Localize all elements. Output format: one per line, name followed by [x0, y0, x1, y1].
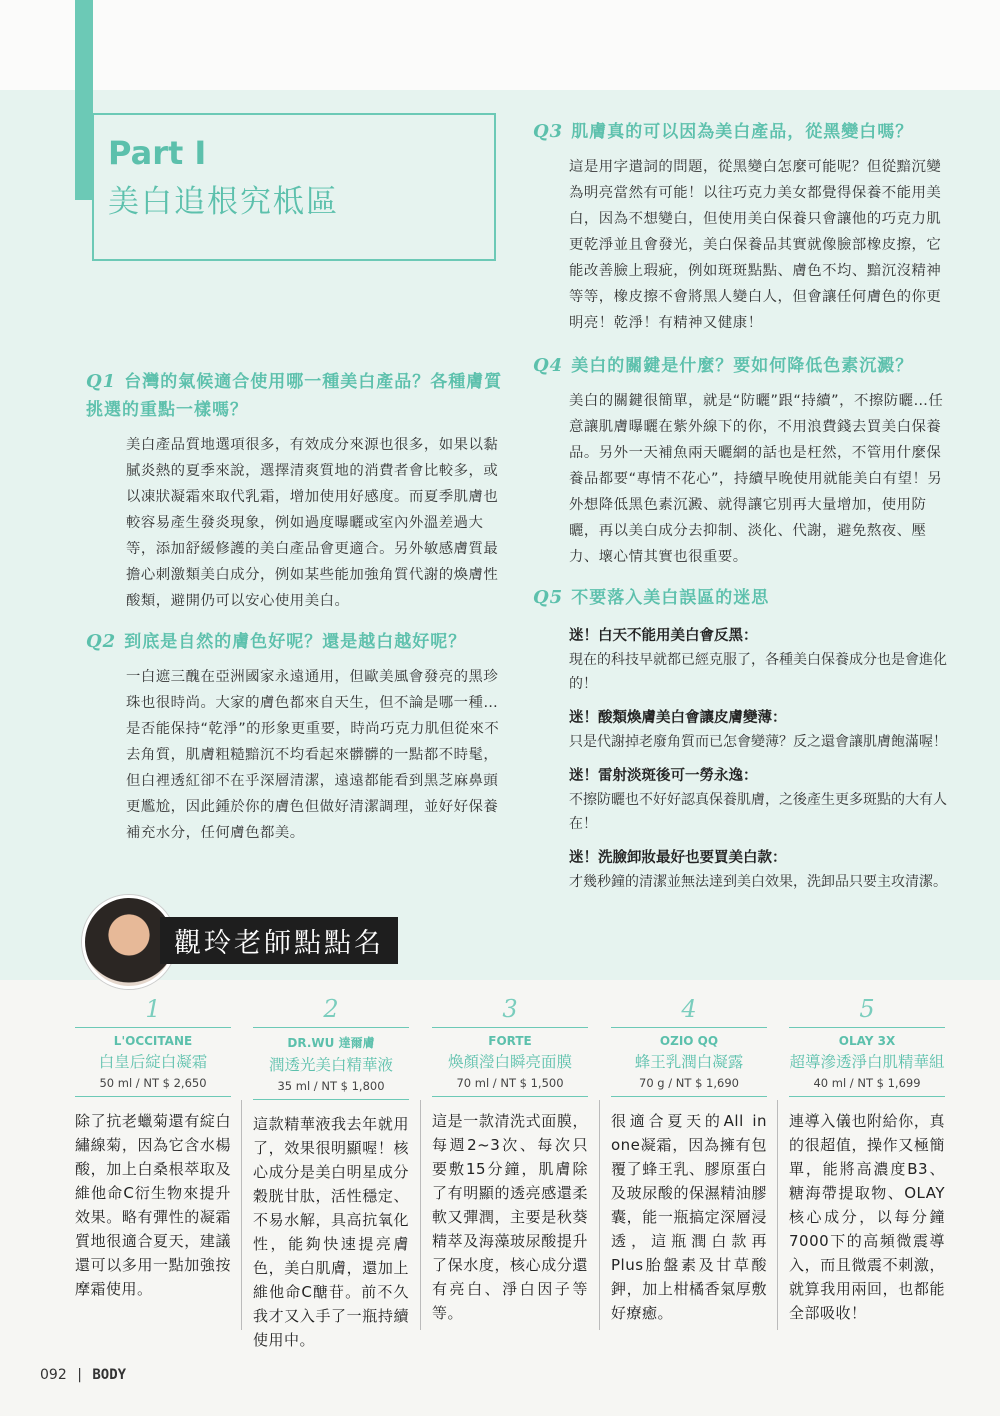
- product-brand: FORTE: [488, 1034, 532, 1048]
- myth-text: 不擦防曬也不好好認真保養肌膚，之後產生更多斑點的大有人在！: [569, 792, 947, 832]
- question-3: [533, 118, 953, 336]
- product-price: 70 ml / NT $ 1,500: [432, 1076, 588, 1097]
- question-4: [533, 352, 953, 570]
- question-1-heading: [86, 368, 506, 424]
- column-divider: [420, 1100, 421, 1330]
- product-name: 蜂王乳潤白凝露: [634, 1053, 744, 1071]
- product-price: 50 ml / NT $ 2,650: [75, 1076, 231, 1097]
- column-divider: [599, 1100, 600, 1330]
- question-4-body: 美白的關鍵很簡單，就是“防曬”跟“持續”，不擦防曬…任意讓肌膚曝曬在紫外線下的你，不用浪費錢去買美白保養品。另外一天補魚兩天曬網的話也是枉然，不管用什麼保養品都要“專情不花心”，持續早晚使用就能美白有望！另外想降低黑色素沉澱、就得讓它別再大量增加，使用防曬，再以美白成分去抑制、淡化、代謝，避免熬夜、壓力、壞心情其實也很重要。: [569, 393, 944, 565]
- accent-bar: [75, 0, 93, 200]
- product-number: 4: [681, 995, 697, 1023]
- column-divider: [777, 1100, 778, 1330]
- myth-title: 迷！白天不能用美白會反黑：: [569, 628, 758, 644]
- product-divider: [432, 1027, 588, 1028]
- product-divider: [75, 1027, 231, 1028]
- product-divider: [789, 1027, 945, 1028]
- product-name: 煥顏瀅白瞬亮面膜: [447, 1053, 572, 1071]
- question-5-title: 不要落入美白誤區的迷思: [571, 588, 770, 608]
- myth-item: [569, 624, 953, 696]
- question-5: [533, 584, 953, 904]
- myth-text: 現在的科技早就都已經克服了，各種美白保養成分也是會進化的！: [569, 652, 947, 692]
- product-divider: [611, 1027, 767, 1028]
- part-title: Part I: [108, 134, 207, 172]
- question-3-body: 這是用字遣詞的問題，從黑變白怎麼可能呢？但從黯沉變為明亮當然有可能！以往巧克力美女都覺得保養不能用美白，因為不想變白，但使用美白保養只會讓他的巧克力肌更乾淨並且會發光，美白保養品其實就像臉部橡皮擦，它能改善臉上瑕疵，例如斑斑點點、膚色不均、黯沉沒精神等等，橡皮擦不會將黑人變白人，但會讓任何膚色的你更明亮！乾淨！有精神又健康！: [569, 159, 942, 331]
- product-number: 1: [145, 995, 161, 1023]
- myth-text: 只是代謝掉老廢角質而已怎會變薄？反之還會讓肌膚飽滿喔！: [569, 734, 947, 750]
- product-name: 潤透光美白精華液: [268, 1056, 393, 1074]
- question-2-title: 到底是自然的膚色好呢？還是越白越好呢？: [124, 632, 467, 652]
- question-5-heading: [533, 584, 953, 612]
- part-subtitle: 美白追根究柢區: [108, 184, 339, 220]
- question-3-number: Q3: [533, 121, 564, 142]
- product-card-2: [253, 995, 409, 1352]
- product-brand: OZIO QQ: [659, 1034, 719, 1048]
- myth-title: 迷！洗臉卸妝最好也要買美白款：: [569, 850, 787, 866]
- product-description: 很適合夏天的All in one凝霜，因為擁有包覆了蜂王乳、膠原蛋白及玻尿酸的保濕精油膠囊，能一瓶搞定深層浸透，這瓶潤白款再Plus胎盤素及甘草酸鉀，加上柑橘香氣厚敷好療癒。: [611, 1112, 767, 1322]
- top-margin: [0, 0, 1000, 90]
- myth-item: [569, 764, 953, 836]
- product-brand: L'OCCITANE: [113, 1034, 193, 1048]
- question-3-heading: [533, 118, 953, 146]
- product-card-5: [789, 995, 945, 1325]
- question-4-title: 美白的關鍵是什麼？要如何降低色素沉澱？: [571, 356, 914, 376]
- product-price: 35 ml / NT $ 1,800: [253, 1079, 409, 1100]
- product-brand: OLAY 3X: [838, 1034, 896, 1048]
- question-5-number: Q5: [533, 587, 564, 608]
- product-price: 70 g / NT $ 1,690: [611, 1076, 767, 1097]
- product-description: 這款精華液我去年就用了，效果很明顯喔！核心成分是美白明星成分穀胱甘肽，活性穩定、不易水解，具高抗氧化性，能夠快速提亮膚色，美白肌膚，還加上維他命C醣苷。前不久我才又入手了一瓶持續使用中。: [253, 1115, 409, 1349]
- product-description: 這是一款清洗式面膜，每週2~3次、每次只要敷15分鐘，肌膚除了有明顯的透亮感還柔軟又彈潤，主要是秋葵精萃及海藻玻尿酸提升了保水度，核心成分還有亮白、淨白因子等等。: [432, 1112, 588, 1322]
- question-4-number: Q4: [533, 355, 564, 376]
- question-2-number: Q2: [86, 631, 117, 652]
- page-number: 092: [40, 1367, 67, 1383]
- question-1-title: 台灣的氣候適合使用哪一種美白產品？各種膚質挑選的重點一樣嗎？: [86, 372, 503, 420]
- question-3-title: 肌膚真的可以因為美白產品，從黑變白嗎？: [571, 122, 914, 142]
- product-name: 白皇后綻白凝霜: [98, 1053, 208, 1071]
- column-divider: [241, 1100, 242, 1330]
- product-number: 5: [859, 995, 875, 1023]
- product-card-3: [432, 995, 588, 1325]
- question-1-body: 美白產品質地選項很多，有效成分來源也很多，如果以黏膩炎熱的夏季來說，選擇清爽質地的消費者會比較多，或以凍狀凝霜來取代乳霜，增加使用好感度。而夏季肌膚也較容易產生發炎現象，例如過度曝曬或室內外溫差過大等，添加舒緩修護的美白產品會更適合。另外敏感膚質最擔心刺激類美白成分，例如某些能加強角質代謝的煥膚性酸類，避開仍可以安心使用美白。: [126, 437, 499, 609]
- myth-item: [569, 846, 953, 894]
- product-card-4: [611, 995, 767, 1325]
- product-card-1: [75, 995, 231, 1301]
- product-divider: [253, 1027, 409, 1028]
- product-price: 40 ml / NT $ 1,699: [789, 1076, 945, 1097]
- product-number: 2: [323, 995, 339, 1023]
- myth-list: [533, 624, 953, 894]
- product-name: 超導滲透淨白肌精華組: [789, 1053, 945, 1071]
- question-1: [86, 368, 506, 614]
- teacher-label: 觀玲老師點點名: [160, 917, 398, 964]
- page-footer: [40, 1367, 126, 1383]
- myth-title: 迷！酸類煥膚美白會讓皮膚變薄：: [569, 710, 787, 726]
- question-2-body: 一白遮三醜在亞洲國家永遠通用，但歐美風會發亮的黑珍珠也很時尚。大家的膚色都來自天生，但不論是哪一種…是否能保持“乾淨”的形象更重要，時尚巧克力肌但從來不去角質，肌膚粗糙黯沉不均看起來髒髒的一點都不時髦，但白裡透紅卻不在乎深層清潔，遠遠都能看到黑芝麻鼻頭更尷尬，因此鍾於你的膚色但做好清潔調理，並好好保養補充水分，任何膚色都美。: [126, 669, 500, 841]
- product-description: 連導入儀也附給你，真的很超值，操作又極簡單，能將高濃度B3、糖海帶提取物、OLAY核心成分，以每分鐘7000下的高頻微震導入，而且微震不刺激，就算我用兩回，也都能全部吸收！: [789, 1112, 945, 1322]
- myth-text: 才幾秒鐘的清潔並無法達到美白效果，洗卸品只要主攻清潔。: [569, 874, 947, 890]
- question-2-heading: [86, 628, 506, 656]
- myth-item: [569, 706, 953, 754]
- product-brand: DR.WU 達爾膚: [287, 1036, 375, 1050]
- product-number: 3: [502, 995, 518, 1023]
- footer-separator: |: [77, 1367, 82, 1383]
- myth-title: 迷！雷射淡斑後可一勞永逸：: [569, 768, 758, 784]
- question-2: [86, 628, 506, 846]
- question-4-heading: [533, 352, 953, 380]
- product-description: 除了抗老蠟菊還有綻白繡線菊，因為它含水楊酸，加上白桑根萃取及維他命C衍生物來提升效果。略有彈性的凝霜質地很適合夏天，建議還可以多用一點加強按摩霜使用。: [75, 1112, 231, 1298]
- question-1-number: Q1: [86, 371, 117, 392]
- magazine-name: BODY: [92, 1367, 127, 1383]
